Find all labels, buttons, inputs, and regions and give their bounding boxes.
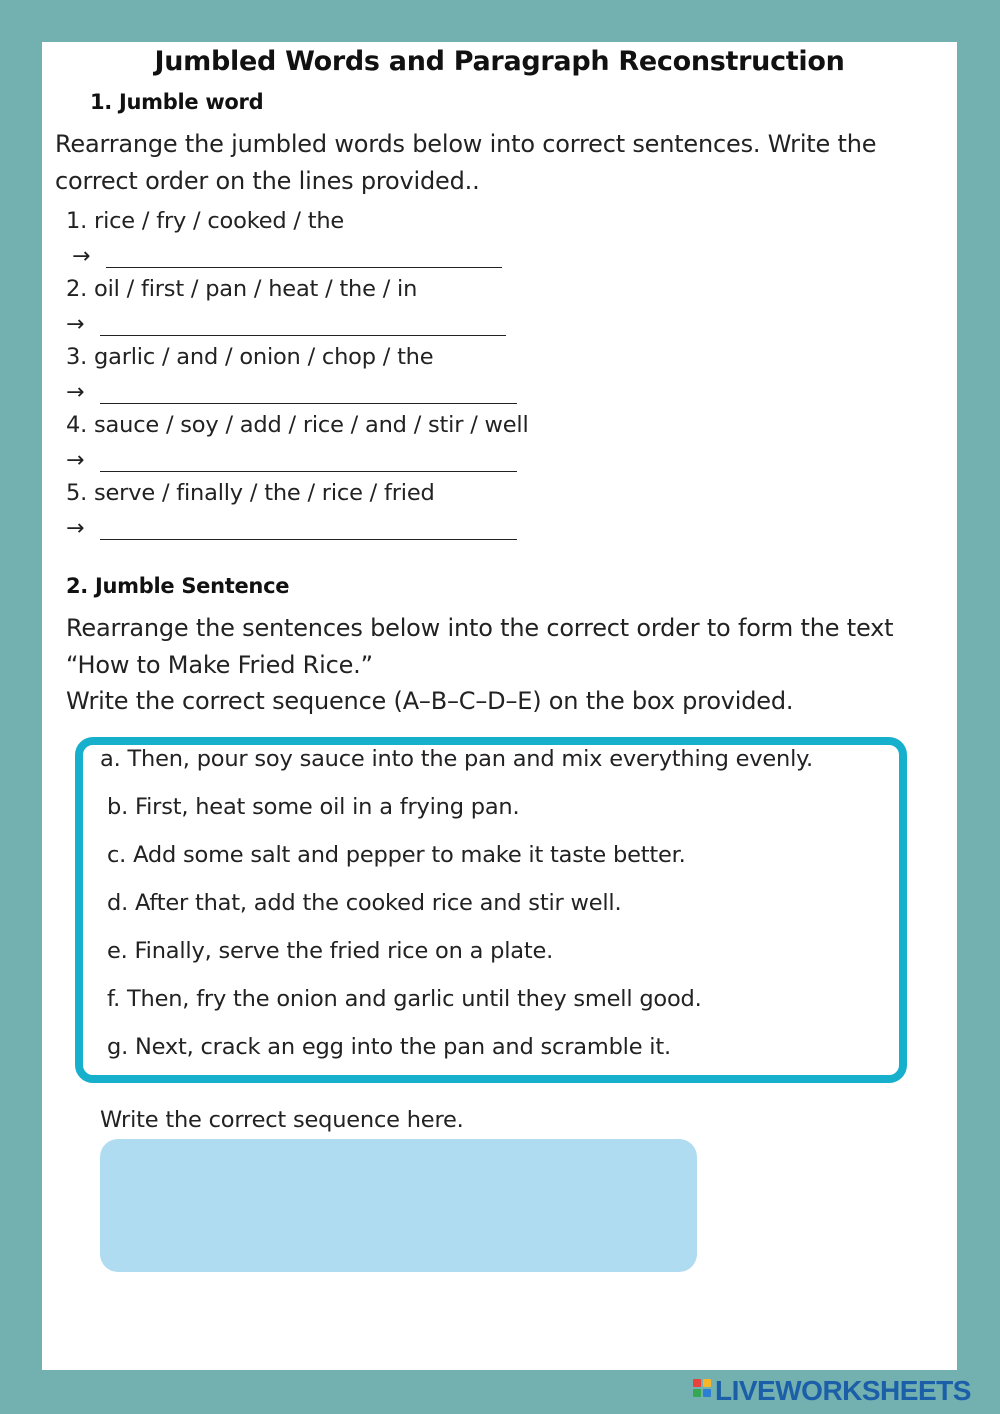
section2-instruction-line1: Rearrange the sentences below into the correct order to form the text “How to Make Fried Rice.” — [66, 614, 894, 679]
logo-block-i — [703, 1379, 711, 1387]
jumble-item-1: 1. rice / fry / cooked / the — [66, 208, 345, 234]
section2-instruction-line2: Write the correct sequence (A–B–C–D–E) on the box provided. — [66, 687, 794, 715]
sentence-g: g. Next, crack an egg into the pan and scramble it. — [107, 1034, 671, 1060]
arrow-icon: → — [72, 244, 91, 269]
answer-line-2[interactable] — [100, 335, 506, 336]
logo-block-v — [693, 1389, 701, 1397]
sentence-c: c. Add some salt and pepper to make it taste better. — [107, 842, 686, 868]
jumble-item-2: 2. oil / first / pan / heat / the / in — [66, 276, 418, 302]
answer-line-1[interactable] — [106, 267, 502, 268]
logo-letter-l — [693, 1379, 701, 1387]
answer-row-4 — [66, 449, 84, 473]
answer-line-3[interactable] — [100, 403, 517, 404]
answer-row-5 — [66, 517, 84, 541]
section1-heading: 1. Jumble word — [90, 90, 264, 114]
answer-line-4[interactable] — [100, 471, 517, 472]
sentence-e: e. Finally, serve the fried rice on a plate. — [107, 938, 554, 964]
jumble-item-3: 3. garlic / and / onion / chop / the — [66, 344, 434, 370]
logo-block-e — [703, 1389, 711, 1397]
arrow-icon: → — [66, 448, 85, 473]
jumble-item-5: 5. serve / finally / the / rice / fried — [66, 480, 435, 506]
sentence-d: d. After that, add the cooked rice and stir well. — [107, 890, 622, 916]
arrow-icon: → — [66, 516, 85, 541]
liveworksheets-logo — [692, 1376, 971, 1406]
sentence-a: a. Then, pour soy sauce into the pan and mix everything evenly. — [100, 746, 814, 772]
answer-row-1 — [72, 245, 90, 269]
arrow-icon: → — [66, 380, 85, 405]
jumble-item-4: 4. sauce / soy / add / rice / and / stir / well — [66, 412, 529, 438]
answer-row-3 — [66, 381, 84, 405]
section1-instruction: Rearrange the jumbled words below into correct sentences. Write the correct order on the lines provided.. — [55, 130, 877, 195]
worksheet-page — [42, 42, 957, 1370]
logo-blocks-icon — [692, 1378, 712, 1404]
page-title: Jumbled Words and Paragraph Reconstruction — [154, 46, 845, 77]
section2-instruction — [66, 610, 936, 720]
arrow-icon: → — [66, 312, 85, 337]
sentence-b: b. First, heat some oil in a frying pan. — [107, 794, 520, 820]
logo-text: LIVEWORKSHEETS — [715, 1375, 971, 1406]
sentence-f: f. Then, fry the onion and garlic until they smell good. — [107, 986, 702, 1012]
section2-heading: 2. Jumble Sentence — [66, 574, 290, 598]
answer-label: Write the correct sequence here. — [100, 1107, 464, 1133]
answer-row-2 — [66, 313, 84, 337]
answer-line-5[interactable] — [100, 539, 517, 540]
sequence-answer-box[interactable] — [100, 1139, 697, 1272]
